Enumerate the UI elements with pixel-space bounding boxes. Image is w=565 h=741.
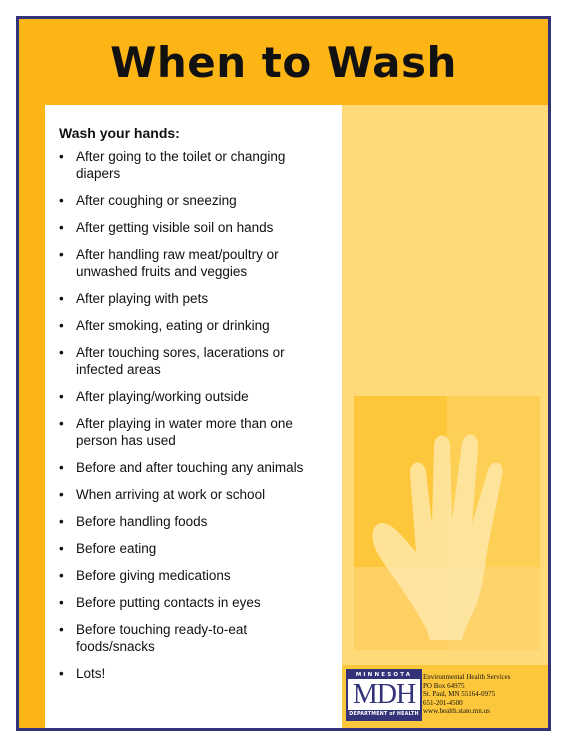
mdh-logo bbox=[346, 669, 422, 721]
list-item-text: After playing with pets bbox=[76, 291, 209, 306]
logo-state-text: MINNESOTA bbox=[348, 671, 420, 679]
list-item bbox=[59, 148, 327, 182]
list-item-text: Before handling foods bbox=[76, 514, 208, 529]
list-item bbox=[59, 290, 327, 307]
list-item bbox=[59, 621, 327, 655]
list-item bbox=[59, 567, 327, 584]
poster-frame bbox=[16, 16, 551, 731]
list-heading: Wash your hands: bbox=[59, 125, 180, 141]
list-item bbox=[59, 317, 327, 334]
list-item-text: Before eating bbox=[76, 541, 157, 556]
bullet-icon: • bbox=[59, 460, 64, 475]
bullet-icon: • bbox=[59, 318, 64, 333]
bullet-icon: • bbox=[59, 291, 64, 306]
bullet-icon: • bbox=[59, 247, 64, 262]
logo-department-text: DEPARTMENT of HEALTH bbox=[349, 712, 419, 717]
bullet-icon: • bbox=[59, 666, 64, 681]
bullet-icon: • bbox=[59, 416, 64, 431]
wash-list bbox=[59, 148, 327, 692]
list-item-text: Before touching ready-to-eat foods/snacks bbox=[76, 622, 248, 654]
bullet-icon: • bbox=[59, 568, 64, 583]
contact-org: Environmental Health Services bbox=[423, 673, 511, 681]
bullet-icon: • bbox=[59, 149, 64, 164]
hand-icon bbox=[354, 396, 540, 650]
list-item-text: After going to the toilet or changing diapers bbox=[76, 149, 286, 181]
list-item-text: After playing in water more than one person has used bbox=[76, 416, 293, 448]
logo-mark: MDH bbox=[352, 679, 416, 710]
page-title: When to Wash bbox=[110, 37, 457, 87]
list-item bbox=[59, 540, 327, 557]
list-item bbox=[59, 486, 327, 503]
bullet-icon: • bbox=[59, 193, 64, 208]
bullet-icon: • bbox=[59, 595, 64, 610]
list-item-text: After touching sores, lacerations or infected areas bbox=[76, 345, 285, 377]
bullet-icon: • bbox=[59, 220, 64, 235]
list-item-text: After playing/working outside bbox=[76, 389, 249, 404]
list-item-text: Lots! bbox=[76, 666, 106, 681]
list-item bbox=[59, 344, 327, 378]
list-item-text: After coughing or sneezing bbox=[76, 193, 237, 208]
list-item bbox=[59, 459, 327, 476]
list-item bbox=[59, 246, 327, 280]
bullet-icon: • bbox=[59, 541, 64, 556]
contact-phone: 651-201-4500 bbox=[423, 698, 463, 707]
list-item bbox=[59, 665, 327, 682]
list-item-text: After handling raw meat/poultry or unwashed fruits and veggies bbox=[76, 247, 279, 279]
list-item-text: Before and after touching any animals bbox=[76, 460, 304, 475]
list-item-text: When arriving at work or school bbox=[76, 487, 266, 502]
left-accent-strip bbox=[19, 105, 45, 728]
list-item bbox=[59, 192, 327, 209]
bullet-icon: • bbox=[59, 487, 64, 502]
list-item bbox=[59, 219, 327, 236]
list-item bbox=[59, 594, 327, 611]
contact-city: St. Paul, MN 55164-0975 bbox=[423, 690, 496, 699]
list-item-text: Before putting contacts in eyes bbox=[76, 595, 261, 610]
bullet-icon: • bbox=[59, 389, 64, 404]
contact-block bbox=[423, 673, 543, 716]
contact-po-box: PO Box 64975 bbox=[423, 681, 465, 690]
list-item bbox=[59, 415, 327, 449]
list-item-text: After getting visible soil on hands bbox=[76, 220, 274, 235]
list-item bbox=[59, 513, 327, 530]
content-panel bbox=[45, 105, 342, 728]
list-item-text: Before giving medications bbox=[76, 568, 231, 583]
bullet-icon: • bbox=[59, 345, 64, 360]
hand-graphic bbox=[354, 396, 540, 650]
bullet-icon: • bbox=[59, 622, 64, 637]
bullet-icon: • bbox=[59, 514, 64, 529]
list-item-text: After smoking, eating or drinking bbox=[76, 318, 270, 333]
list-item bbox=[59, 388, 327, 405]
contact-web[interactable]: www.health.state.mn.us bbox=[423, 707, 490, 716]
